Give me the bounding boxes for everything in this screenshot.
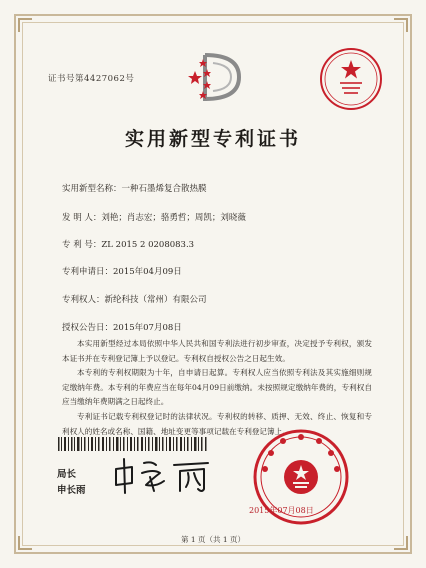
filing-date-row <box>62 265 182 277</box>
filing-date-value: 2015年04月09日 <box>113 267 182 277</box>
inventor-label: 发 明 人： <box>62 213 102 223</box>
inventor-row <box>62 211 246 223</box>
body-paragraph: 专利证书记载专利权登记时的法律状况。专利权的转移、质押、无效、终止、恢复和专利权人的姓名或名称、国籍、地址变更等事项记载在专利登记簿上。 <box>62 411 372 436</box>
certificate-body <box>62 337 372 439</box>
seal-date: 2015年07月08日 <box>249 506 314 515</box>
owner-label: 专利权人： <box>62 295 105 305</box>
barcode-icon <box>58 437 208 451</box>
patent-number-row <box>62 238 194 250</box>
patent-number-label: 专 利 号： <box>62 240 102 250</box>
grant-date-label: 授权公告日： <box>62 323 114 333</box>
body-paragraph: 本实用新型经过本局依照中华人民共和国专利法进行初步审查，决定授予专利权，颁发本证书并在专利登记簿上予以登记。专利权自授权公告之日起生效。 <box>62 339 372 363</box>
filing-date-label: 专利申请日： <box>62 267 114 277</box>
page-number: 第 1 页（共 1 页） <box>180 535 246 544</box>
signature-icon <box>108 455 218 495</box>
grant-date-row <box>62 321 182 333</box>
patent-number-value: ZL 2015 2 0208083.3 <box>101 240 195 250</box>
utility-name-value: 一种石墨烯复合散热膜 <box>121 184 207 194</box>
certificate-number: 证书号第4427062号 <box>48 74 135 84</box>
inventor-value: 刘艳；肖志宏；骆勇哲；周凯；刘晓薇 <box>101 213 246 223</box>
cnipa-logo-icon <box>183 45 247 109</box>
corner-ornament <box>394 18 408 32</box>
owner-row <box>62 293 207 305</box>
utility-name-row <box>62 182 207 194</box>
owner-value: 新纶科技（常州）有限公司 <box>104 295 207 305</box>
grant-date-value: 2015年07月08日 <box>113 323 182 333</box>
director-name: 申长雨 <box>57 485 86 496</box>
patent-office-seal-icon <box>318 46 384 112</box>
corner-ornament <box>18 18 32 32</box>
body-paragraph: 本专利的专利权期限为十年，自申请日起算。专利权人应当依照专利法及其实施细则规定缴纳年费。本专利的年费应当在每年04月09日前缴纳。未按照规定缴纳年费的，专利权自应当缴纳年费期满之日起终止。 <box>62 368 372 407</box>
certificate-title: 实用新型专利证书 <box>124 128 301 150</box>
utility-name-label: 实用新型名称： <box>62 184 122 194</box>
director-title: 局长 <box>57 469 77 480</box>
